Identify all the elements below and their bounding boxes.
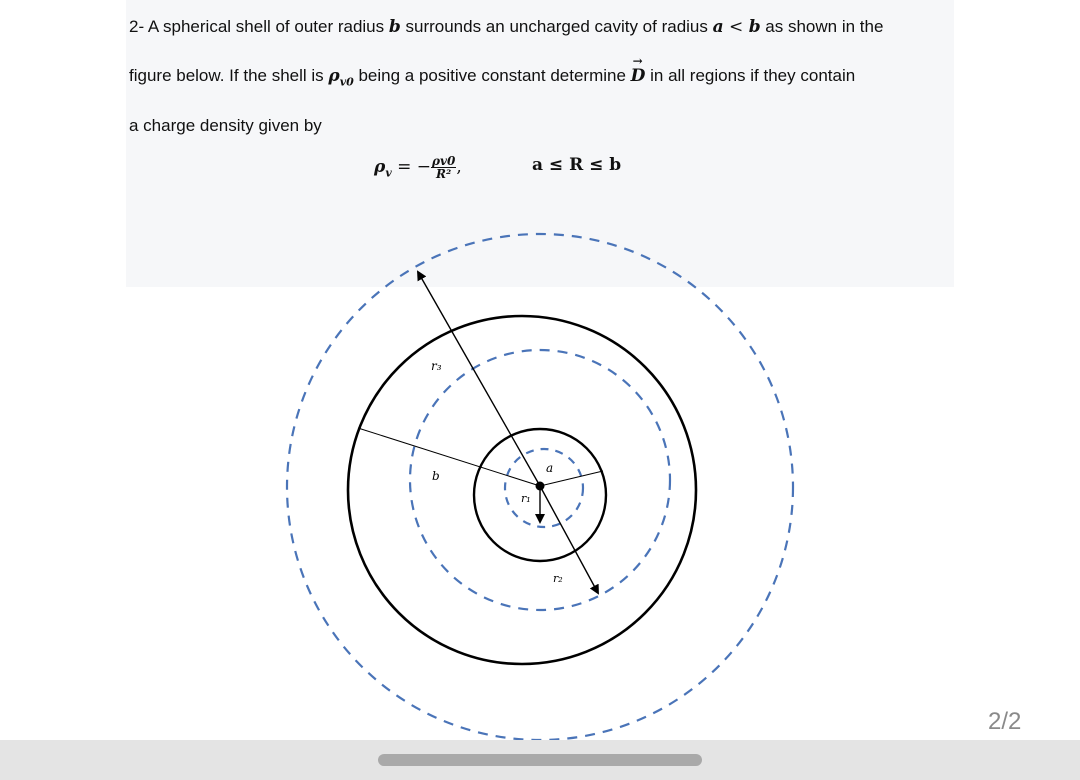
equation-rho-subscript: v <box>385 166 392 180</box>
equation-condition: a ≤ R ≤ b <box>532 155 622 175</box>
text-segment: surrounds an uncharged cavity of radius <box>400 17 713 36</box>
label-r2: r₂ <box>553 572 563 585</box>
symbol-b: b <box>748 17 761 37</box>
symbol-less-than: < <box>723 17 749 37</box>
symbol-rho: ρ <box>328 66 340 86</box>
equation-numerator: ρv0 <box>432 154 456 168</box>
page-indicator: 2/2 <box>988 708 1022 735</box>
symbol-rho-subscript: v0 <box>339 75 354 89</box>
middle-dashed-gaussian-surface <box>410 350 670 610</box>
equation-denominator: R² <box>436 167 452 181</box>
label-r3: r₃ <box>431 359 442 373</box>
text-segment: as shown in the <box>760 17 884 36</box>
symbol-b: b <box>388 17 401 37</box>
equation-comma: , <box>456 157 462 177</box>
problem-line-3: a charge density given by <box>129 116 322 135</box>
text-segment: 2- A spherical shell of outer radius <box>129 17 389 36</box>
text-segment: in all regions if they contain <box>645 66 856 85</box>
equation-rho: ρ <box>374 157 386 177</box>
text-segment: being a positive constant determine <box>353 66 631 85</box>
text-segment: figure below. If the shell is <box>129 66 329 85</box>
label-b: b <box>432 469 440 483</box>
label-a: a <box>546 461 554 475</box>
vector-arrow-icon: → <box>632 54 643 68</box>
label-r1: r₁ <box>521 492 531 505</box>
horizontal-scrollbar-thumb[interactable] <box>378 754 702 766</box>
symbol-d: D <box>630 66 646 86</box>
center-point <box>536 482 545 491</box>
equation-equals: = − <box>391 157 432 177</box>
symbol-a: a <box>712 17 724 37</box>
r3-arrow <box>418 272 540 486</box>
outer-shell-boundary <box>348 316 696 664</box>
